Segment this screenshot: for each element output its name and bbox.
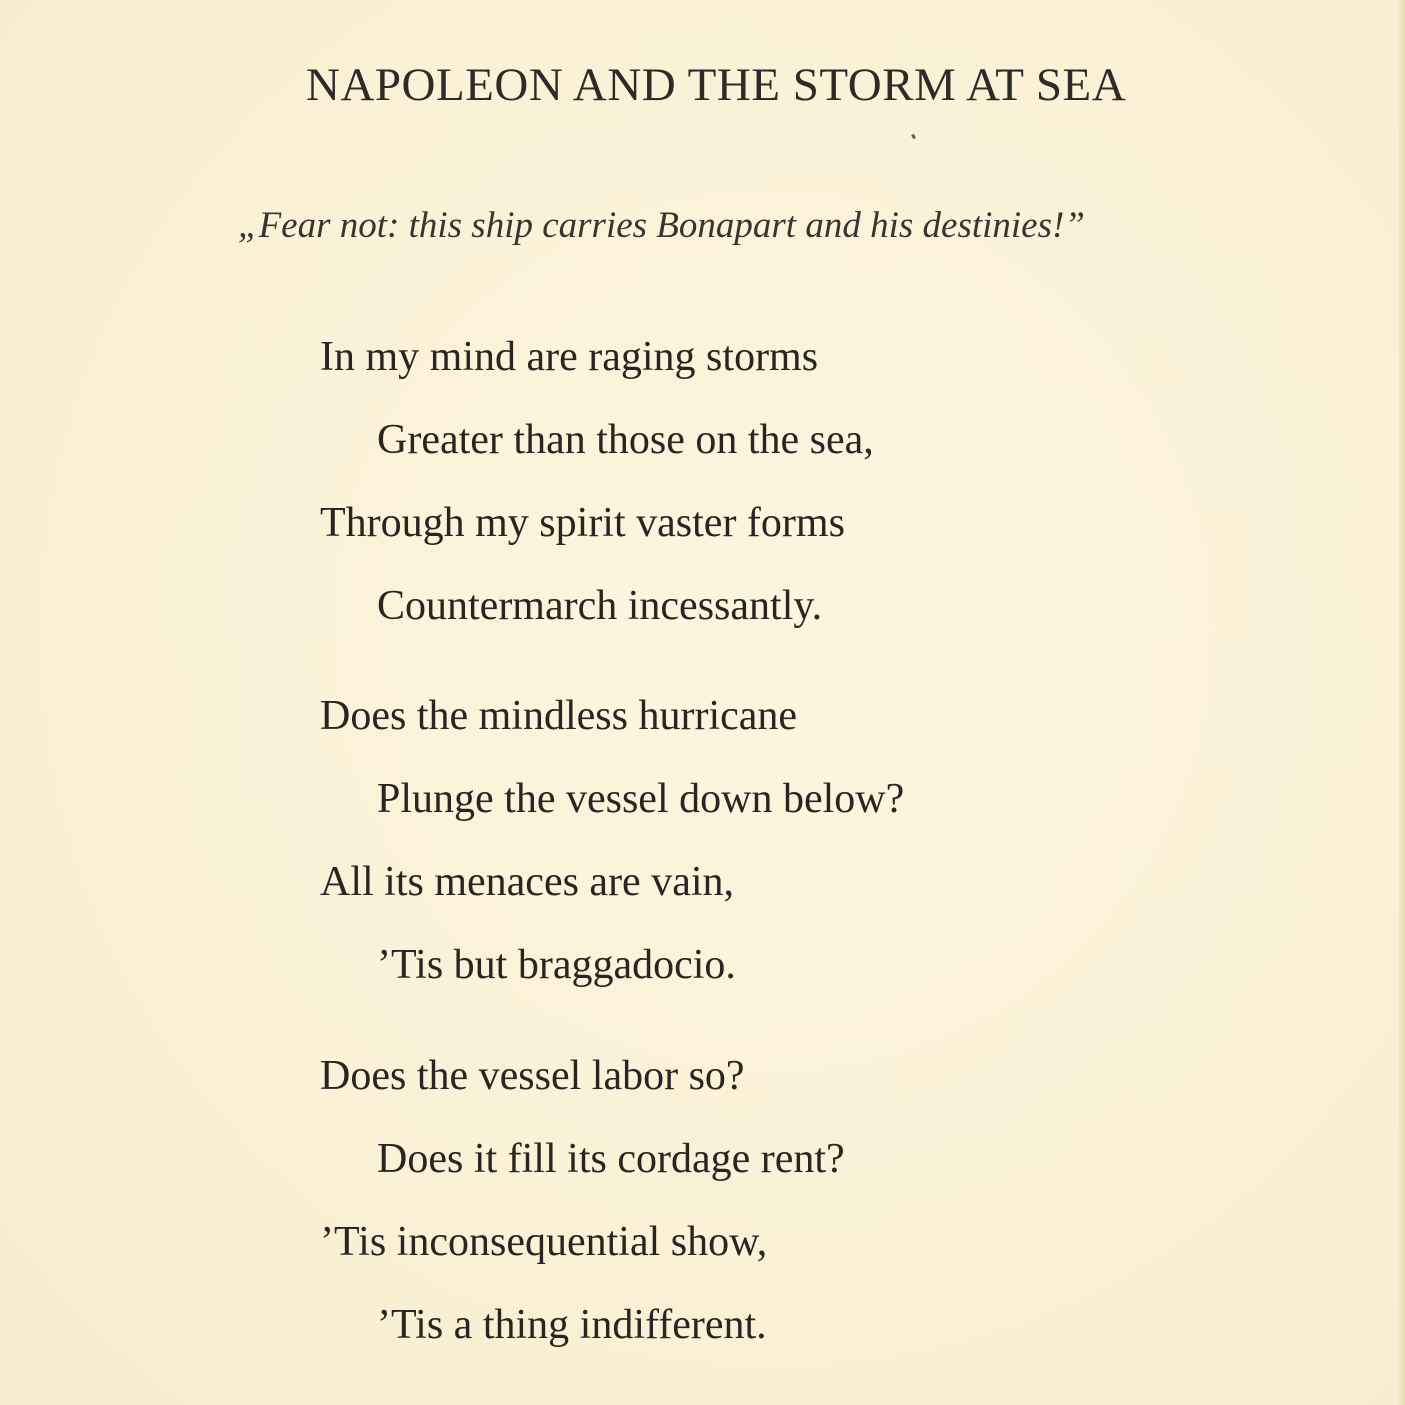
- verse-line: ’Tis a thing indifferent.: [377, 1302, 767, 1348]
- stanza-1: [320, 336, 874, 668]
- poem-epigraph: „Fear not: this ship carries Bonapart and his destinies!”: [238, 205, 1085, 246]
- stanza-2: [320, 695, 904, 1027]
- print-speck: [911, 134, 916, 140]
- verse-line: Does the vessel labor so?: [320, 1053, 745, 1099]
- verse-line: All its menaces are vain,: [320, 859, 735, 905]
- verse-line: ’Tis but braggadocio.: [377, 942, 736, 988]
- verse-line: Does the mindless hurricane: [320, 693, 798, 739]
- verse-line: Through my spirit vaster forms: [320, 500, 845, 546]
- poem-title: NAPOLEON AND THE STORM AT SEA: [306, 59, 1127, 111]
- page-edge: [1399, 0, 1405, 1405]
- verse-line: Greater than those on the sea,: [377, 417, 874, 463]
- verse-line: Plunge the vessel down below?: [377, 776, 905, 822]
- verse-line: In my mind are raging storms: [320, 334, 819, 380]
- stanza-3: [320, 1055, 845, 1387]
- verse-line: Countermarch incessantly.: [377, 583, 823, 629]
- verse-line: Does it fill its cordage rent?: [377, 1136, 845, 1182]
- verse-line: ’Tis inconsequential show,: [320, 1219, 768, 1265]
